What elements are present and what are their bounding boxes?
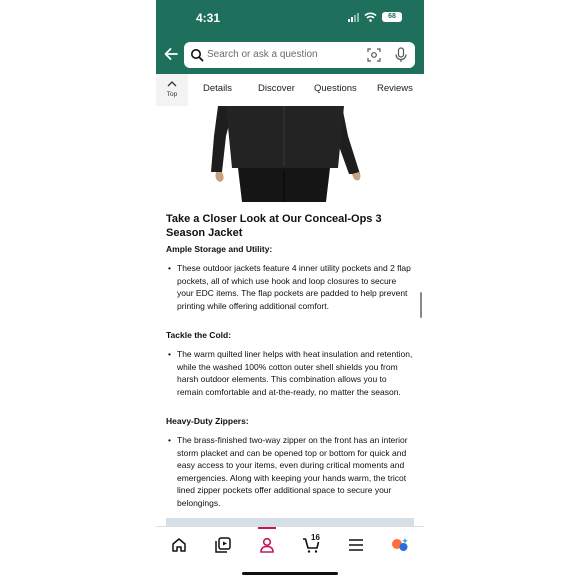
article-title: Take a Closer Look at Our Conceal-Ops 3 Season Jacket xyxy=(166,213,382,239)
tab-top-label: Top xyxy=(166,91,178,98)
battery-icon: 68 xyxy=(382,12,402,22)
section-heading: Heavy-Duty Zippers: xyxy=(166,416,249,426)
search-bar[interactable] xyxy=(184,42,415,68)
search-input[interactable]: Search or ask a question xyxy=(207,49,318,60)
camera-scan-icon[interactable] xyxy=(367,48,381,62)
video-icon[interactable] xyxy=(214,536,232,554)
assistant-icon[interactable] xyxy=(391,536,409,554)
search-icon xyxy=(190,48,204,62)
product-description xyxy=(156,106,424,526)
section-tabs xyxy=(156,74,424,107)
bullet-text: The brass-finished two-way zipper on the front has an interior storm placket and can be opened top or bottom for quick and easy access to your items, even during critical moments and emergencies. Along with keeping your hands warm, the tricot lined zipper pockets offer additional space to secure your belongings. xyxy=(177,435,408,508)
status-icons xyxy=(348,12,402,22)
status-time: 4:31 xyxy=(196,11,221,25)
phone-screen xyxy=(156,0,424,580)
menu-icon[interactable] xyxy=(347,536,365,554)
tab-reviews[interactable]: Reviews xyxy=(377,83,413,94)
home-icon[interactable] xyxy=(170,536,188,554)
status-bar xyxy=(156,0,424,36)
bullet-dot: • xyxy=(168,435,171,445)
bullet-text: The warm quilted liner helps with heat insulation and retention, while the washed 100% cotton outer shell shields you from harsh outdoor elements. This combination allows you to remain comfortable and at-the-ready, no matter the season. xyxy=(177,349,413,397)
section-heading: Tackle the Cold: xyxy=(166,330,232,340)
bullet-dot: • xyxy=(168,263,171,273)
wifi-icon xyxy=(364,12,377,22)
bullet-dot: • xyxy=(168,349,171,359)
next-image-preview xyxy=(166,518,414,526)
section-heading: Ample Storage and Utility: xyxy=(166,244,273,254)
back-arrow-icon[interactable] xyxy=(162,45,180,63)
active-tab-indicator xyxy=(258,527,276,529)
account-icon[interactable] xyxy=(258,536,276,554)
chevron-up-icon xyxy=(167,80,177,87)
tab-questions[interactable]: Questions xyxy=(314,83,357,94)
tab-discover[interactable]: Discover xyxy=(258,83,295,94)
home-indicator xyxy=(242,572,338,575)
microphone-icon[interactable] xyxy=(394,47,408,63)
tab-top[interactable] xyxy=(156,74,188,106)
tab-details[interactable]: Details xyxy=(203,83,233,94)
product-photo xyxy=(156,106,424,202)
app-header xyxy=(156,0,424,74)
bullet-text: These outdoor jackets feature 4 inner utility pockets and 2 flap pockets, all of which use hook and loop closures to secure your EDC items. The flap pockets are padded to help prevent printing while offering additional comfort. xyxy=(177,263,411,311)
signal-icon xyxy=(348,13,359,22)
cart-count-badge: 16 xyxy=(311,533,320,542)
scrollbar[interactable] xyxy=(420,292,422,318)
